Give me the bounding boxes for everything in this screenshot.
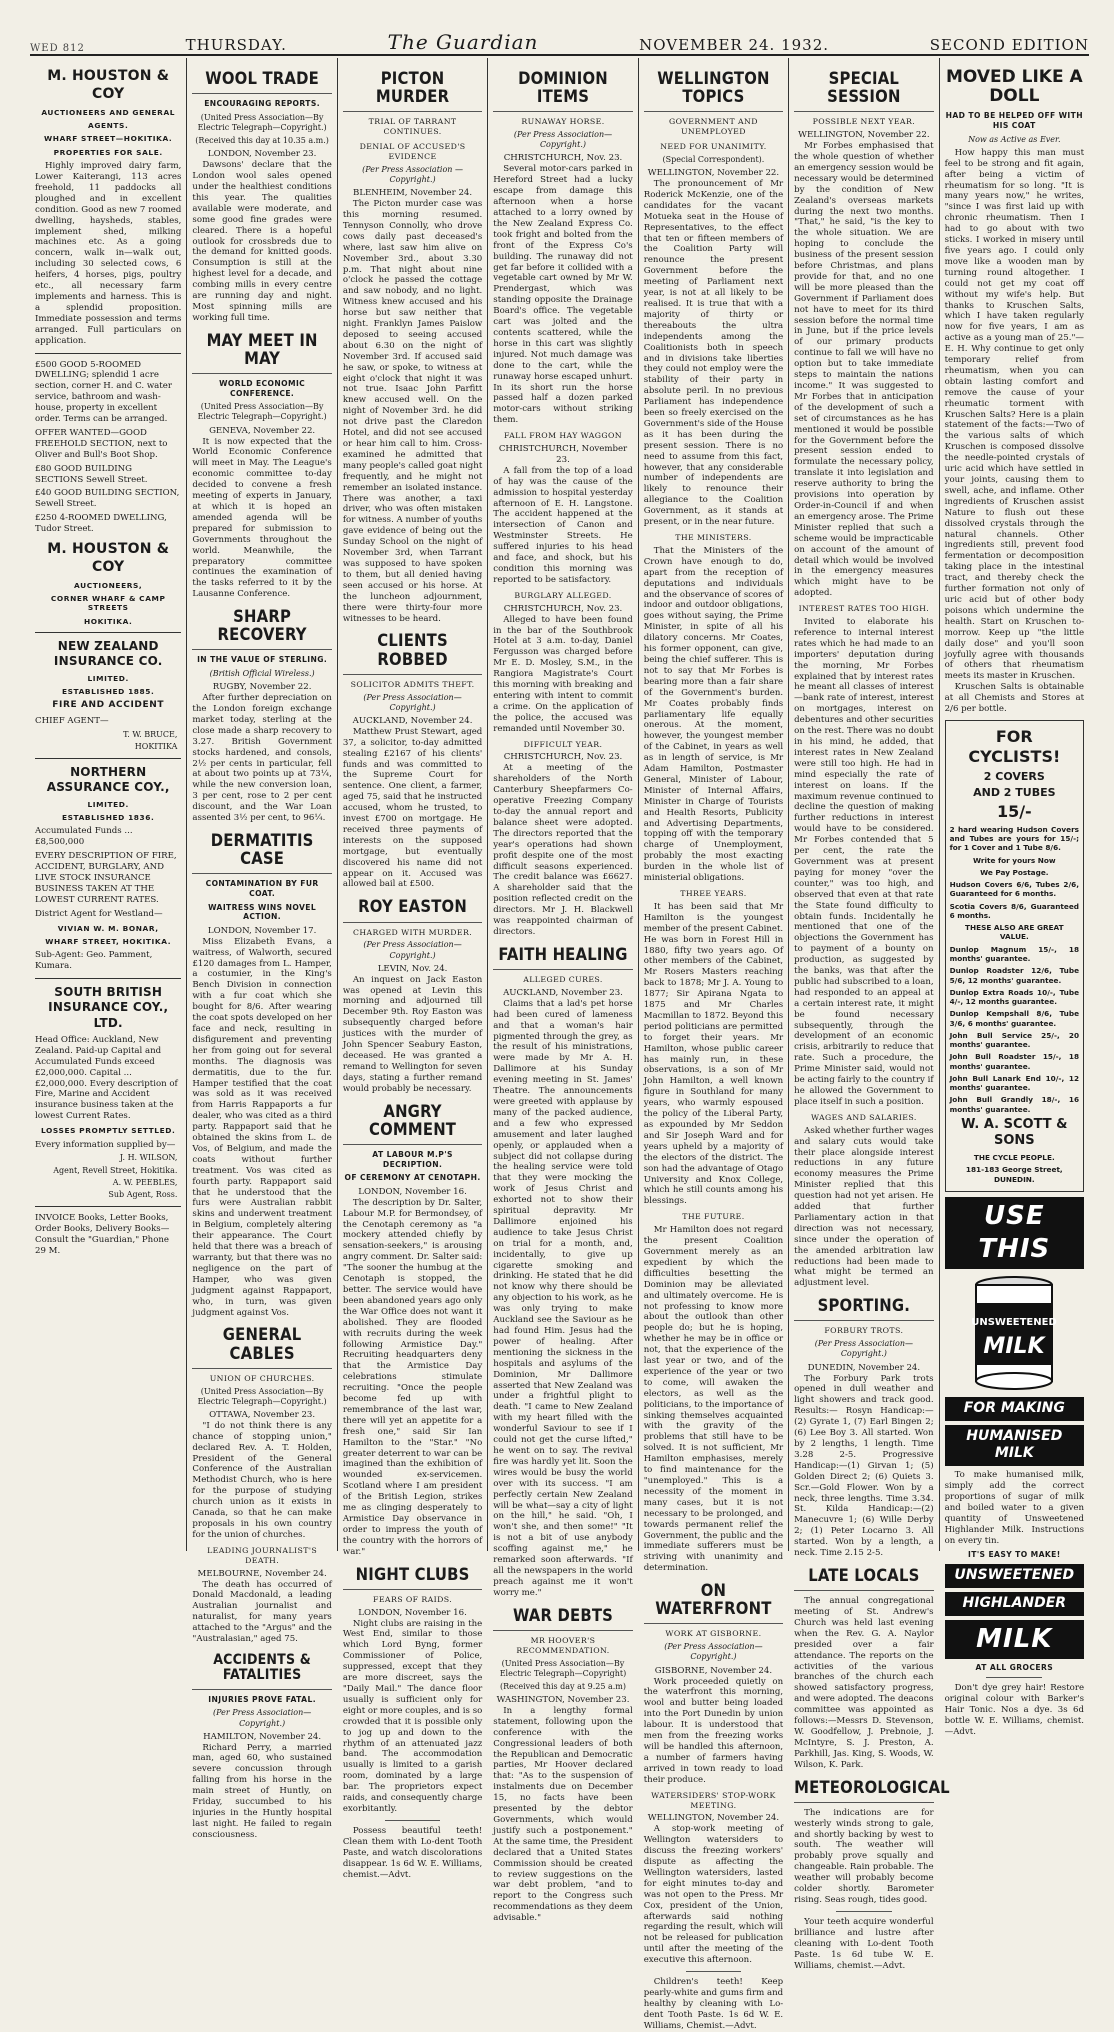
article-body: Alleged to have been found in the bar of the Southbrook Hotel at 3 a.m. to-day, Daniel Fergusson was charged before Mr E. D. Mosley, S.M., in the Rangiora Magistrate's Court this morning with breaking and entering with intent to commit a crime. On the application of the police, the accused was remanded until November 30. — [493, 614, 633, 734]
article-source: (United Press Association—By Electric Telegraph—Copyright.) — [197, 402, 327, 422]
article-dateline: BLENHEIM, November 24. — [353, 188, 473, 199]
ad-line: We Pay Postage. — [980, 867, 1049, 877]
article-dateline: WELLINGTON, November 22. — [798, 130, 930, 141]
article-body: The pronouncement of Mr Roderick McKenzie, one of the candidates for the vacant Motueka seat in the House of Representatives, to the effect that ten or fifteen members of the Coalition Party will renounce the present Government before the meeting of Parliament next year, is not at all likely to be realised. It is true that with a majority of thirty or thereabouts the ultra independents among the Coalitionists both in speech and in divisions take liberties they could not employ were the stability of their party in absolute peril. In no previous Parliament has independence been so freely exercised on the Government's side of the House as it has been during the present session. There is no need to assume from this fact, however, that any considerable number of independents are likely to renounce their allegiance to the Coalition Government, as it stands at present, or in the near future. — [643, 179, 784, 528]
article-dateline: RUGBY, November 22. — [212, 682, 312, 693]
column-1-advertisements — [30, 58, 187, 1551]
ad-line: Every information supplied by— — [35, 1139, 176, 1150]
article-subheading: WAITRESS WINS NOVEL ACTION. — [208, 902, 317, 922]
divider — [986, 1677, 1042, 1678]
divider — [35, 632, 181, 633]
article-subheading: BURGLARY ALLEGED. — [514, 590, 612, 600]
ad-brand: MILK — [945, 1620, 1084, 1659]
ad-agent: A. W. PEEBLES, — [112, 1177, 178, 1187]
advertisement-text: Possess beautiful teeth! Clean them with Lo-dent Tooth Paste, and watch discolorations disappear. 1s 6d W. E. Williams, chemist.—Advt. — [342, 1825, 483, 1880]
ad-subtitle: AGENTS. — [88, 120, 129, 130]
ad-subheading: HAD TO BE HELPED OFF WITH HIS COAT — [945, 111, 1083, 131]
ad-line: Dunlop Roadster 12/6, Tube 5/6, 12 months' guarantee. — [949, 966, 1080, 985]
ad-line: 2 hard wearing Hudson Covers and Tubes are yours for 15/-; for 1 Cover and 1 Tube 8/6. — [949, 824, 1080, 853]
ad-line: CHIEF AGENT— — [35, 715, 109, 726]
ad-subtitle: LOSSES PROMPTLY SETTLED. — [41, 1126, 176, 1136]
article-headline: PICTON MURDER — [343, 70, 482, 112]
ad-agent: VIVIAN W. M. BONAR, — [57, 923, 159, 933]
article-body: "I do not think there is any chance of stopping union," declared Rev. A. T. Holden, President of the General Conference of the Australian Methodist Church, who is here for the purpose of studying church union as it exists in Canada, so that he can make proposals in his own country for the union of churches. — [192, 1420, 332, 1540]
article-subheading: IN THE VALUE OF STERLING. — [197, 655, 328, 665]
article-subheading: WORLD ECONOMIC CONFERENCE. — [219, 379, 306, 398]
article-source: (Per Press Association— Copyright.) — [513, 130, 613, 150]
article-headline: METEOROLOGICAL — [794, 1779, 933, 1803]
ad-line: John Bull Roadster 15/-, 18 months' guarantee. — [949, 1052, 1080, 1071]
article-headline: WOOL TRADE — [192, 70, 331, 94]
divider — [35, 758, 181, 759]
masthead-day: THURSDAY. — [185, 36, 287, 54]
ad-property: £40 GOOD BUILDING SECTION, Sewell Street. — [35, 488, 180, 510]
article-dateline: CHRISTCHURCH, Nov. 23. — [503, 603, 623, 614]
article-body: Miss Elizabeth Evans, a waitress, of Walworth, secured £120 damages from L. Hamper, a costumier, in the King's Bench Division in connection with a fur coat which she bought for 8/6. After wearing the coat spots developed on her face and neck, resulting in disfigurement and preventing her from going out for several months. The diagnosis was dermatitis, due to the fur. Hamper testified that the coat was sold as it was received from Harris Rappaports a fur dealer, who was cited as a third party. Rappaport said that he obtained the skins from L. de Vos, of Belgium, and made the coats without further treatment. Vos was cited as fourth party. Rappaport said that he understood that the furs were Australian rabbit skins and underwent treatment in Belgium, completely altering their appearance. The Court held that there was a breach of warranty, but that there was no negligence on the part of Hamper, who was given judgment against Rappaport, who, in turn, was given judgment against Vos. — [192, 936, 332, 1318]
ad-offer: AND 2 TUBES — [973, 785, 1056, 799]
article-subheading: FORBURY TROTS. — [824, 1326, 904, 1336]
article-subheading: AT LABOUR M.P'S DECRIPTION. — [372, 1149, 453, 1169]
article-body: A stop-work meeting of Wellington watersiders to discuss the freezing workers' dispute as affecting the Wellington watersiders, lasted for eight minutes to-day and was not open to the Press. Mr Cox, president of the Union, afterwards said nothing regarding the result, which will not be released for publication until after the meeting of the executive this afternoon. — [643, 1824, 784, 1966]
divider — [35, 978, 181, 979]
ad-body: To make humanised milk, simply add the correct proportions of sugar of milk and boiled water to a given quantity of Unsweetened Highlander Milk. Instructions on every tin. — [944, 1470, 1085, 1546]
article-source: (Per Press Association— Copyright.) — [664, 1642, 763, 1662]
article-source: (Special Correspondent). — [662, 154, 765, 164]
article-subheading: SOLICITOR ADMITS THEFT. — [350, 679, 475, 689]
ad-line: Sub-Agent: Geo. Pamment, Kumara. — [35, 950, 153, 972]
article-headline: ANGRY COMMENT — [343, 1103, 482, 1145]
milk-can-icon — [959, 1273, 1069, 1393]
article-dateline: GISBORNE, November 24. — [654, 1665, 773, 1676]
ad-line: Dunlop Extra Roads 10/-, Tube 4/-, 12 months guarantee. — [949, 987, 1080, 1007]
article-dateline: LONDON, November 16. — [358, 1186, 467, 1197]
article-headline: SPORTING. — [794, 1297, 933, 1321]
article-subheading: THE FUTURE. — [682, 1212, 745, 1222]
article-headline: WELLINGTON TOPICS — [644, 70, 783, 112]
article-subheading: MR HOOVER'S RECOMMENDATION. — [516, 1635, 610, 1655]
article-dateline: WASHINGTON, November 23. — [496, 1695, 630, 1706]
ad-subheading: HUMANISED MILK — [945, 1425, 1084, 1467]
article-headline: ACCIDENTS & FATALITIES — [192, 1653, 331, 1690]
article-dateline: AUCKLAND, November 24. — [352, 715, 473, 726]
article-body: In a lengthy formal statement, following upon the conference with the Congressional leaders of both the Republican and Democratic parties, Mr Hoover declared that: "As to the suspension of instalments due on December 15, no facts have been presented by the debtor Governments, which would justify such a postponement." At the same time, the President declared that a United States Commission should be created to review suggestions on the war debt problem, "and to report to the Congress such recommendations as they deem advisable." — [493, 1705, 633, 1924]
column-7-advertisements — [940, 58, 1089, 1737]
article-received: (Received this day at 10.35 a.m.) — [195, 136, 329, 146]
ad-address: 181-183 George Street, DUNEDIN. — [965, 1165, 1063, 1184]
article-subheading: LEADING JOURNALIST'S DEATH. — [207, 1545, 318, 1565]
divider — [385, 1820, 441, 1821]
advertisement-text: Children's teeth! Keep pearly-white and gums firm and healthy by cleaning with Lo-dent Tooth Paste. 1s 6d W. E. Williams, Chemist.—Advt. — [643, 1977, 784, 2031]
masthead-date: NOVEMBER 24. 1932. — [639, 36, 830, 54]
article-source: (British Official Wireless.) — [209, 669, 315, 679]
ad-line: John Bull Grandly 18/-, 16 months' guarantee. — [949, 1095, 1080, 1114]
article-subheading: OF CEREMONY AT CENOTAPH. — [344, 1173, 481, 1183]
article-subheading: RUNAWAY HORSE. — [521, 117, 605, 127]
ad-firm: W. A. SCOTT & SONS — [961, 1116, 1068, 1149]
article-subheading: WATERSIDERS' STOP-WORK MEETING. — [651, 1790, 776, 1810]
ad-line: Hudson Covers 6/6, Tubes 2/6, Guaranteed for 6 months. — [949, 880, 1080, 899]
columns — [30, 58, 1089, 2031]
ad-subheading: Now as Active as Ever. — [968, 134, 1061, 144]
article-dateline: WELLINGTON, November 22. — [647, 168, 780, 179]
article-subheading: GOVERNMENT AND UNEMPLOYED — [668, 117, 758, 137]
article-subheading: TRIAL OF TARRANT CONTINUES. — [368, 117, 457, 137]
ad-address: Agent, Revell Street, Hokitika. — [53, 1165, 178, 1175]
ad-property: £250 4-ROOMED DWELLING, Tudor Street. — [35, 513, 167, 535]
article-headline: GENERAL CABLES — [192, 1326, 331, 1368]
ad-address: WHARF STREET—HOKITIKA. — [44, 134, 173, 144]
ad-subheading: FOR MAKING — [945, 1397, 1084, 1421]
article-dateline: MELBOURNE, November 24. — [197, 1568, 327, 1579]
article-body: Matthew Prust Stewart, aged 37, a solicitor, to-day admitted stealing £2167 of his clients' funds and was committed to the Supreme Court for sentence. One client, a farmer, aged 75, said that he instructed accused, whom he trusted, to invest £700 on mortgage. He received three payments of interests on the supposed mortgage, but eventually discovered his name did not appear on it. Accused was allowed bail at £500. — [342, 726, 483, 890]
article-dateline: LONDON, November 17. — [207, 925, 317, 936]
article-body: Several motor-cars parked in Hereford Street had a lucky escape from damage this afternoon when a horse attached to a lorry owned by the New Zealand Express Co. took fright and bolted from the front of the Express Co's building. The runaway did not get far before it collided with a vegetable cart owned by Mr W. Prendergast, which was standing opposite the Drainage Board's office. The vegetable cart was jolted and the contents scattered, while the horse in this cart was slightly injured. Not much damage was done to the cart, while the runaway horse escaped unhurt. In its short run the horse passed half a dozen parked motor-cars without striking them. — [493, 164, 633, 426]
ad-subtitle: ESTABLISHED 1836. — [61, 812, 155, 822]
ad-price: 15/- — [996, 801, 1032, 821]
ad-body: EVERY DESCRIPTION OF FIRE, ACCIDENT, BURGLARY, AND LIVE STOCK INSURANCE BUSINESS TAKEN AT THE LOWEST CURRENT RATES. — [35, 851, 177, 905]
column-4 — [488, 58, 638, 1924]
ad-property: £80 GOOD BUILDING SECTIONS Sewell Street. — [35, 463, 148, 485]
article-body: A fall from the top of a load of hay was the cause of the admission to hospital yesterday afternoon of E. H. Langstone. The accident happened at the intersection of Canon and Westminster Streets. He suffered injuries to his head and face, and shock, but his condition this morning was reported to be satisfactory. — [493, 465, 633, 585]
divider — [686, 1971, 742, 1972]
milk-advertisement — [945, 1197, 1084, 1673]
article-body: The Forbury Park trots opened in dull weather and light showers and track good. Results:— Rosyn Handicap:—(2) Gyrate 1, (7) Earl Bingen 2; (6) Lee Boy 3. All started. Won by 2 lengths, 1 length. Time 3.28 2-5. Progressive Handicap:—(1) Girvan 1; (5) Golden Direct 2; (6) Quiets 3. Scr.—Gold Flower. Won by a neck, three lengths. Time 3.34. St. Kilda Handicap:—(2) Manecuvre 1; (6) Wille Derby 2; (1) Peter Locarno 3. All started. Won by a length, a neck. Time 2.15 2-5. — [794, 1373, 934, 1559]
ad-town: HOKITIKA — [134, 741, 178, 751]
ad-line: John Bull Service 25/-, 20 months' guarantee. — [949, 1030, 1080, 1050]
article-source: (United Press Association—By Electric Telegraph—Copyright.) — [197, 112, 327, 132]
can-label-top: UNSWEETENED — [971, 1316, 1058, 1328]
divider — [35, 353, 181, 354]
article-source: (United Press Association—By Electric Telegraph—Copyright) — [499, 1658, 627, 1678]
article-subheading: THE MINISTERS. — [675, 533, 752, 543]
article-body: The death has occurred of Donald Macdonald, a leading Australian journalist and naturalist, for many years attached to the "Argus" and the "Australasian," aged 75. — [192, 1579, 332, 1645]
ad-property: £500 GOOD 5-ROOMED DWELLING; splendid 1 acre section, corner H. and C. water service, bathroom and wash-house, property in excellent order. Terms can be arranged. — [35, 359, 172, 425]
article-dateline: CHRISTCHURCH, Nov. 23. — [503, 752, 623, 763]
article-headline: SPECIAL SESSION — [794, 70, 933, 112]
article-body: Night clubs are raising in the West End, similar to those which Lord Byng, former Commissioner of Police, suppressed, except that they are more discreet, says the "Daily Mail." The dance floor usually is sufficient only for eight or more couples, and is so crowded that it is possible only to jog up and down to the rhythm of an attenuated jazz band. The accommodation usually is limited to a garish room, dominated by a large bar. The proprietors expect raids, and consequently charge exorbitantly. — [342, 1618, 483, 1814]
ad-subtitle: FIRE AND ACCIDENT — [52, 700, 165, 711]
article-subheading: INJURIES PROVE FATAL. — [208, 1694, 316, 1704]
ad-subtitle: LIMITED. — [87, 799, 129, 809]
article-subheading: DIFFICULT YEAR. — [523, 739, 603, 749]
column-6 — [789, 58, 950, 1971]
article-body: Dawsons' declare that the London wool sales opened under the healthiest conditions this year. The qualities available were moderate, and some good fine grades were cleared. There is a hopeful outlook for crossbreds due to the demand for knitted goods. Consumption is still at the highest level for a decade, and combing mills in every centre are running day and night. Most spinning mills are working full time. — [192, 160, 332, 323]
article-dateline: DUNEDIN, November 24. — [807, 1362, 921, 1373]
can-label-main: MILK — [983, 1333, 1045, 1359]
article-dateline: HAMILTON, November 24. — [203, 1731, 322, 1742]
ad-firm-title: SOUTH BRITISH INSURANCE COY., LTD. — [48, 985, 169, 1030]
advertisement-text: Your teeth acquire wonderful brilliance and lustre after cleaning with Lo-dent Tooth Paste. 1s 6d tube W. E. Williams, chemist.—Advt. — [794, 1916, 934, 1971]
article-headline: CLIENTS ROBBED — [343, 632, 482, 674]
article-dateline: OTTAWA, November 23. — [209, 1409, 316, 1420]
article-dateline: LEVIN, Nov. 24. — [377, 963, 448, 974]
ad-brand: UNSWEETENED — [945, 1564, 1084, 1588]
article-body: It has been said that Mr Hamilton is the youngest member of the present Cabinet. He was born in Forest Hill in 1880, fifty two years ago. Of other members of the Cabinet, Mr Rosers Masters reaching back to 1878; Mr J. A. Young to 1877; Sir Apirana Ngata to 1875 and Mr Charles Macmillan to 1872. Beyond this period politicians are permitted to forget their years. Mr Hamilton, whose public career has mainly run, in these observations, is a son of Mr John Hamilton, a well known figure in Southland for many years, who warmly espoused the policy of the Liberal Party, as expounded by Mr Seddon and Sir Joseph Ward and for years upheld by a majority of the electors of the district. The son had the advantage of Otago University and Knox College, which he still counts among his blessings. — [643, 901, 784, 1207]
article-subheading: INTEREST RATES TOO HIGH. — [798, 604, 930, 614]
article-source: (Per Press Association — Copyright.) — [362, 164, 463, 184]
cyclists-advertisement — [945, 720, 1084, 1192]
ad-firm-title: M. HOUSTON & COY — [47, 68, 170, 102]
ad-line: Dunlop Magnum 15/-, 18 months' guarantee. — [949, 944, 1080, 963]
ad-body: Highly improved dairy farm, Lower Kaiterangi, 113 acres freehold, 11 paddocks all ploughed and in excellent condition. Good as new 7 roomed dwelling, haysheds, stables, implement shed, milking machines etc. As a going concern, walk in—walk out, including 30 selected cows, 6 heifers, 4 horses, pigs, poultry etc., all necessary farm implements and harness. This is a splendid proposition. Immediate possession and terms arranged. Full particulars on application. — [35, 161, 182, 346]
article-subheading: FALL FROM HAY WAGGON — [504, 431, 622, 441]
article-subheading: THREE YEARS. — [680, 889, 747, 898]
ad-town: HOKITIKA. — [83, 616, 133, 626]
ad-subtitle: AUCTIONEERS, — [74, 580, 143, 590]
ad-section-heading: PROPERTIES FOR SALE. — [53, 147, 163, 157]
article-headline: SHARP RECOVERY — [192, 608, 331, 650]
article-dateline: LONDON, November 16. — [358, 1607, 467, 1618]
article-body: After further depreciation on the London foreign exchange market today, sterling at the close made a sharp recovery to 3.27. British Government stocks hardened, and consols, 2½ per cents in particular, fell at about two points up at 73¼, while the new conversion loan, 3 per cent, rose to 2 per cent discount, and the War Loan assented 3½ per cent, to 96¼. — [192, 693, 332, 824]
article-body: It is now expected that the World Economic Conference will meet in May. The League's economic committee to-day decided to convene a fresh meeting of experts in January, at which it is hoped an amended agenda will be prepared for submission to Governments throughout the world. Meanwhile, the preparatory committee continues the examination of the tasks referred to it by the Lausanne Conference. — [192, 436, 332, 600]
article-dateline: CHRISTCHURCH, November 23. — [498, 444, 628, 465]
article-body: Mr Hamilton does not regard the present Coalition Government merely as an expedient by which the difficulties besetting the Dominion may be alleviated and ultimately overcome. He is not professing to know more about the outlook than other people do; but he is hoping, whether he may be in office or not, that the experience of the last year or two, and of the experience of the year or two to come, will awaken the electors, as well as the politicians, to the importance of sinking themselves acquainted with the gravity of the problems that still have to be solved. It is not sufficient, Mr Hamilton emphasises, merely to find maintenance for the "unemployed." This is a necessity of the moment in many cases, but it is not necessary to be prolonged, and towards permanent relief the Government, the public and the immediate sufferers must be striving with unanimity and determination. — [643, 1225, 784, 1574]
article-body: The annual congregational meeting of St. Andrew's Church was held last evening when the Rev. G. A. Naylor presided over a fair attendance. The reports on the activities of the various branches of the church each showed satisfactory progress, and were adopted. The deacons committee was appointed as follows:—Messrs D. Stevenson, W. Goodfellow, J. Prebnoie, J. McIntyre, S. J. Preston, A. Parkhill, Jas. King, S. Woods, W. Wilson, K. Park. — [794, 1596, 934, 1770]
article-headline: LATE LOCALS — [794, 1567, 933, 1591]
article-body: The description by Dr. Salter, Labour M.P. for Bermondsey, of the Cenotaph ceremony as "a mockery attended chiefly by sensation-seekers," is arousing angry comment. Dr. Salter said: "The sooner the humbug at the Cenotaph is stopped, the better. The service would have been abandoned years ago only the War Office does not want it abolished. They are flooded with recruits during the week following Armistice Day." Recruiting headquarters deny that the Armistice Day celebrations stimulate recruiting. "Once the people become fed up with remembrance of the last war, there will yet an appetite for a fresh one," said Sir Ian Hamilton to the "Star." "No greater deterrent to war can be imagined than the exhibition of wounded ex-servicemen. Scotland where I am president of the British Legion, strikes me as clinging desperately to Armistice Day observance in order to impress the youth of the country with the horrors of war." — [342, 1197, 483, 1557]
article-source: (Per Press Association— Copyright.) — [363, 692, 462, 712]
ad-line: Dunlop Kempshall 8/6, Tube 3/6, 6 months' guarantee. — [949, 1009, 1080, 1028]
article-body: Invited to elaborate his reference to internal interest rates which he had made to an importers' deputation during the morning, Mr Forbes explained that by interest rates he meant all classes of interest—bank rate of interest, interest on mortgages, interest on debentures and other securities on the rest. There was no doubt in his mind, he added, that interest rates in New Zealand were still too high. He had in mind especially the rate of interest on loans. If the maximum revenue continued to decline the question of making further reductions in interest would have to be considered. Mr Forbes contended that 5 per cent, the rate the Government was at present paying for money "over the counter," was too high, and observed that even at that rate the State found difficulty to obtain funds. Incidentally he mentioned that one of the objections the Government has to payment of a bounty on production, as suggested by the banks, was that after the public had subscribed to a loan, had responded to an appeal at a certain interest rate, it might be found necessary subsequently, through the development of an economic crisis, arbitrarily to reduce that rate. Such a procedure, the Prime Minister said, would not be acting fairly to the country if he allowed the Government to place itself in such a position. — [794, 617, 934, 1107]
article-dateline: LONDON, November 23. — [207, 149, 317, 160]
article-body: The indications are for westerly winds strong to gale, and shortly backing by west to south. The weather will probably prove squally and changeable. Rain probable. The weather will probably become colder shortly. Barometer rising. Seas rough, tides good. — [794, 1807, 934, 1905]
ad-address: CORNER WHARF & CAMP STREETS — [50, 594, 166, 613]
ad-subtitle: ESTABLISHED 1885. — [61, 687, 155, 697]
divider — [35, 1206, 181, 1207]
ad-offer: 2 COVERS — [983, 769, 1045, 783]
article-source: (Per Press Association— Copyright.) — [814, 1339, 914, 1359]
divider — [836, 1911, 892, 1912]
article-dateline: AUCKLAND, November 23. — [503, 987, 623, 998]
ad-address: WHARF STREET, HOKITIKA. — [45, 936, 172, 946]
article-body: Work proceeded quietly on the waterfront this morning, wool and butter being loaded into the Port Dunedin by union labour. It is understood that men from the freezing works will be handled this afternoon, a number of farmers having arrived in town ready to load their produce. — [643, 1676, 784, 1785]
ad-headline: USE THIS — [945, 1197, 1084, 1269]
ad-agent: T. W. BRUCE, — [123, 729, 178, 739]
ad-firm-title: NORTHERN ASSURANCE COY., — [46, 765, 170, 795]
article-subheading: FEARS OF RAIDS. — [373, 1594, 453, 1604]
ad-line: THESE ALSO ARE GREAT VALUE. — [965, 923, 1064, 942]
article-subheading: CHARGED WITH MURDER. — [352, 927, 473, 937]
ad-address: Sub Agent, Ross. — [108, 1189, 178, 1199]
column-5 — [639, 58, 789, 2031]
article-subheading: UNION OF CHURCHES. — [209, 1373, 315, 1383]
ad-tagline: AT ALL GROCERS — [975, 1662, 1054, 1672]
ad-body: Head Office: Auckland, New Zealand. Paid-up Capital and Accumulated Funds exceed £2,000,000. Capital ... £2,000,000. Every description of Fire, Marine and Accident insurance business taken at the lowest Current Rates. — [35, 1034, 178, 1122]
ad-firm-title: NEW ZEALAND INSURANCE CO. — [53, 639, 163, 669]
article-headline: WAR DEBTS — [493, 1607, 632, 1631]
article-source: (Per Press Association—Copyright.) — [212, 1708, 312, 1728]
article-received: (Received this day at 9.25 a.m) — [500, 1681, 626, 1691]
article-body: Richard Perry, a married man, aged 60, who sustained severe concussion through falling from his horse in the main street of Huntly, on Friday, succumbed to his injuries in the Huntly hospital last night. He failed to regain consciousness. — [192, 1742, 332, 1840]
ad-agent: J. H. WILSON, — [119, 1153, 178, 1163]
ad-invoice: INVOICE Books, Letter Books, Order Books, Delivery Books—Consult the "Guardian," Phone 29 M. — [35, 1213, 170, 1256]
article-subheading: CONTAMINATION BY FUR COAT. — [205, 879, 319, 898]
article-dateline: WELLINGTON, November 24. — [647, 1813, 780, 1824]
article-subheading: ENCOURAGING REPORTS. — [204, 99, 321, 109]
article-subheading: WORK AT GISBORNE. — [665, 1629, 762, 1639]
ad-headline: MOVED LIKE A DOLL — [945, 67, 1083, 106]
ad-price: Kruschen Salts is obtainable at all Chemists and Stores at 2/6 per bottle. — [944, 682, 1085, 715]
article-body: Mr Forbes emphasised that the whole question of whether an emergency session would be necessary would be determined by the condition of New Zealand's overseas markets during the next two months. "That," he said, "is the key to the whole situation. We are hoping to conclude the business of the present session before Christmas, and plans provide for that, and no one will be more pleased than the Government if Parliament does not have to meet for its third session before the normal time in June, but if the price levels of our primary products continue to fall we will have no option but to take immediate steps to maintain the nations income." It was suggested to Mr Forbes that in anticipation of the development of such a set of circumstances as he has mentioned it would be possible for the Government before the present session ended to formulate the necessary policy, translate it into legislation and reserve authority to bring the provisions into operation by Order-in-Council if and when an emergency arose. The Prime Minister replied that such a scheme would be impracticable on account of the amount of detail which would be involved in the emergency measures which might have to be adopted. — [794, 141, 934, 599]
article-source: (United Press Association—By Electric Telegraph—Copyright.) — [197, 1386, 327, 1406]
ad-firm-tagline: THE CYCLE PEOPLE. — [973, 1152, 1055, 1162]
ad-property: OFFER WANTED—GOOD FREEHOLD SECTION, next to Oliver and Bull's Boot Shop. — [35, 427, 168, 460]
article-subheading: ALLEGED CURES. — [523, 975, 603, 985]
ad-brand: HIGHLANDER — [945, 1592, 1084, 1616]
article-source: (Per Press Association— Copyright.) — [363, 940, 462, 960]
page-number: WED 812 — [30, 43, 85, 54]
ad-firm-title: M. HOUSTON & COY — [47, 541, 170, 575]
article-headline: DOMINION ITEMS — [493, 70, 632, 112]
article-headline: MAY MEET IN MAY — [192, 332, 331, 374]
ad-line: District Agent for Westland— — [35, 908, 163, 919]
column-3 — [338, 58, 488, 1880]
article-subheading: POSSIBLE NEXT YEAR. — [812, 117, 916, 127]
masthead-edition: SECOND EDITION — [929, 36, 1089, 54]
ad-headline: FOR CYCLISTS! — [968, 726, 1061, 767]
article-headline: ROY EASTON — [343, 898, 482, 922]
article-body: An inquest on Jack Easton was opened at Levin this morning and adjourned till December 9th. Roy Easton was subsequently charged before justices with the murder of John Spencer Seabury Easton, deceased. He was granted a remand to Wellington for seven days, stating a further remand would probably be necessary. — [342, 974, 483, 1094]
article-body: Claims that a lad's pet horse had been cured of lameness and that a woman's hair pigmented through the grey, as the result of his ministrations, were made by Mr A. H. Dallimore at his Sunday evening meeting in St. James' Theatre. The announcements were greeted with applause by many of the packed audience, and a few who expressed amusement and later laughed openly, or applauded when a subject did not collapse during the healing service were told that they were mocking the work of Jesus Christ and exhorted not to show their spiritual depravity. Mr Dallimore enjoined his audience to take Jesus Christ on trial for a month, and, incidentally, to give up cigarette smoking and drinking. He stated that he did not know why there should be any objection to his work, as he was only trying to make Auckland see the Saviour as he had found Him. Jesus had the power of healing. After mentioning the sickness in the hospitals and asylums of the Dominion, Mr Dallimore asserted that New Zealand was under a frightful plight to death. "I came to New Zealand with my heart filled with the wonderful Saviour to see if I could not get the curse lifted," he went on to say. The revival fire was hardly yet lit. Soon the wires would be busy the world over with its success. "I am perfectly certain New Zealand will be what—say a city of light on the hill," he said. "Oh, I won't she, and then some!" "It is not a bit of use anybody scoffing against me," he remarked soon afterwards. "If all the newspapers in the world preach against me it won't worry me." — [493, 998, 633, 1598]
article-dateline: CHRISTCHURCH, Nov. 23. — [503, 153, 623, 164]
ad-subtitle: AUCTIONEERS AND GENERAL — [41, 107, 176, 117]
ad-line: John Bull Lanark End 10/-, 12 months' guarantee. — [949, 1073, 1080, 1093]
article-body: The Picton murder case was this morning resumed. Tennyson Connolly, who drove cows daily past deceased's where, last saw him alive on November 3rd., about 3.30 p.m. That night about nine o'clock he passed the cottage and saw nobody, and no light. Witness knew accused and his horse but saw neither that night. Franklyn James Paislow deposed to seeing accused about 6.30 on the night of November 3rd. If accused said he saw, or spoke, to witness at eight o'clock that night it was not true. Isaac John Parfitt knew accused well. On the night of November 3rd. he did not drive past the Claredon Hotel, and did not see accused or hear him call to him. Cross-examined he admitted that many people's called goat night frequently, and he might not remember an isolated instance. There was another, a taxi driver, who was often mistaken for witness. A number of youths gave evidence of being out the Sunday School on the night of November 3rd, when Tarrant was supposed to have spoken to them, but all denied having seen accused or his horse. At the luncheon adjournment, there were thirty-four more witnesses to be heard. — [342, 199, 483, 624]
article-headline: NIGHT CLUBS — [343, 1566, 482, 1590]
ad-subtitle: LIMITED. — [87, 673, 129, 683]
advertisement-text: Don't dye grey hair! Restore original colour with Barker's Hair Tonic. Nos a dye. 3s 6d bottle W. E. Williams, chemist.—Advt. — [944, 1683, 1085, 1737]
article-subheading: NEED FOR UNANIMITY. — [660, 142, 767, 152]
masthead-title: The Guardian — [387, 30, 539, 54]
masthead — [30, 20, 1089, 56]
article-dateline: GENEVA, November 22. — [209, 425, 316, 436]
article-body: That the Ministers of the Crown have enough to do, apart from the reception of deputations and individuals and the observance of scores of indoor and outdoor obligations, goes without saying, the Prime Minister, in spite of all his dilatory concerns. Mr Coates, his former opponent, can give, being the chief sufferer. This is not to say that Mr Forbes is bearing more than a fair share of the Government's burden. Mr Coates probably finds parliamentary life equally onerous. At the moment, however, the youngest member of the Cabinet, in years as well as in length of service, is Mr Adam Hamilton, Postmaster General, Minister of Labour, Minister of Internal Affairs, Minister in Charge of Tourists and Health Resorts, Publicity and Advertising Departments, topping off with the temporary charge of Unemployment, probably the most exacting burden in the whole list of ministerial obligations. — [643, 545, 784, 884]
article-body: At a meeting of the shareholders of the North Canterbury Sheepfarmers Co-operative Freezing Company to-day the annual report and balance sheet were adopted. The directors reported that the year's operations had shown profit despite one of the most difficult seasons experienced. The credit balance was £6627. A shareholder said that the position reflected credit on the directors. Mr J. H. Blackwell was reappointed chairman of directors. — [493, 763, 633, 937]
column-2 — [187, 58, 337, 1840]
ad-tagline: IT'S EASY TO MAKE! — [968, 1550, 1061, 1560]
ad-line: Write for yours Now — [972, 855, 1056, 865]
ad-body: How happy this man must feel to be strong and fit again, after being a victim of rheumatism for so long. "It is many years now," he writes, "since I was first laid up with chronic rheumatism. Then I had to go about with two sticks. I worked in misery until five years ago. I could only move like a wooden man by turning round altogether. I could not get my coat off without my wife's help. But thanks to Kruschen Salts, which I have taken regularly now for five years, I am as active as a young man of 25."—E. H. Why continue to get only temporary relief from rheumatism, when you can obtain lasting comfort and remove the cause of your rheumatic torment with Kruschen Salts? Here is a plain statement of the facts:—Two of the various salts of which Kruschen is composed dissolve the needle-pointed crystals of uric acid which have settled in your joints, causing them to swell, ache, and inflame. Other ingredients of Kruschen assist Nature to flush out these dissolved crystals through the natural channels. Other ingredients still, prevent food fermentation or decomposition taking place in the intestinal tract, and thereby check the further formation not only of uric acid but of other body poisons which undermine the health. Start on Kruschen to-morrow. Keep up "the little daily dose" and you'll soon joyfully agree with thousands of others that rheumatism meets its master in Kruschen. — [944, 147, 1085, 682]
ad-line: Accumulated Funds ... £8,500,000 — [35, 826, 133, 848]
article-subheading: WAGES AND SALARIES. — [811, 1112, 917, 1122]
article-headline: DERMATITIS CASE — [192, 832, 331, 874]
article-subheading: DENIAL OF ACCUSED'S EVIDENCE — [359, 142, 466, 161]
article-body: Asked whether further wages and salary cuts would take their place alongside interest reductions in any future economy measures the Prime Minister replied that this question had not yet arisen. He added that further Parliamentary action in that direction was not necessary, since under the operation of the amended arbitration law reductions had been made to what might be termed an adjustment level. — [794, 1125, 934, 1289]
article-headline: FAITH HEALING — [493, 946, 632, 970]
ad-line: Scotia Covers 8/6, Guaranteed 6 months. — [949, 901, 1080, 920]
article-headline: ON WATERFRONT — [644, 1582, 783, 1624]
